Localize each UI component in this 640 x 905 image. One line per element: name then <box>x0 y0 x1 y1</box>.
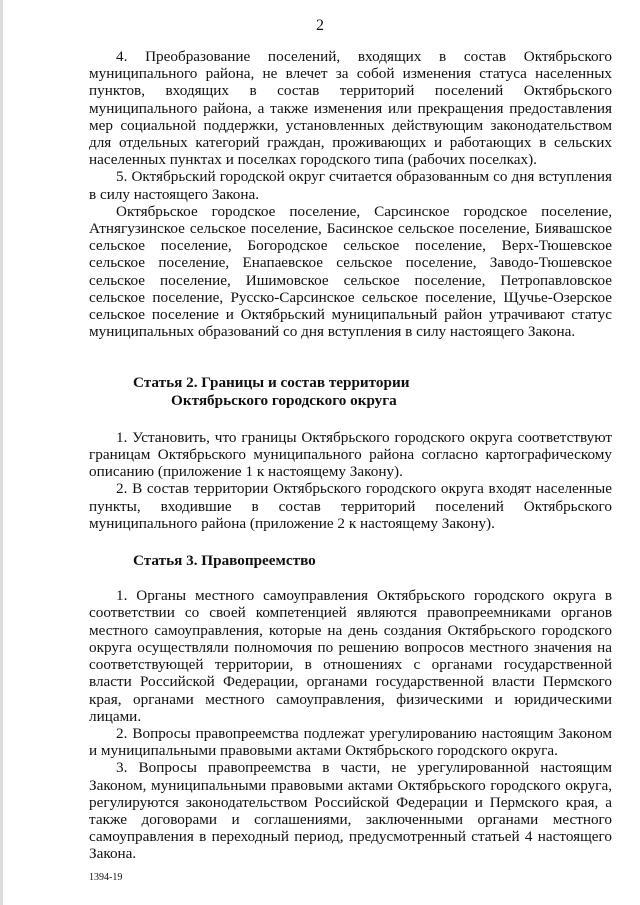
spacer <box>89 569 612 587</box>
paragraph: 1. Органы местного самоуправления Октябрьского городского округа в соответствии со своей компетенцией являются правопреемниками органов местного самоуправления, которые на день создания Октябрьского городского округа осуществляли полномочия по решению вопросов местного значения на соответствующей территории, в отношениях с органами государственной власти Российской Федерации, органами государственной власти Пермского края, органами местного самоуправления, физическими и юридическими лицами. <box>89 587 612 725</box>
spacer <box>89 409 612 429</box>
paragraph: 2. В состав территории Октябрьского городского округа входят населенные пункты, входившие в состав территорий поселений Октябрьского муниципального района (приложение 2 к настоящему Закону). <box>89 480 612 532</box>
article-2-title-line2: Октябрьского городского округа <box>171 391 397 409</box>
paragraph: 3. Вопросы правопреемства в части, не урегулированной настоящим Законом, муниципальными правовыми актами Октябрьского городского округа, регулируются законодательством Российской Федерации и Пермского края, а также договорами и соглашениями, заключенными органами местного самоуправления в переходный период, предусмотренный статьей 4 настоящего Закона. <box>89 759 612 863</box>
article-2-heading <box>89 374 612 408</box>
page-number: 2 <box>316 17 324 34</box>
paragraph: 4. Преобразование поселений, входящих в состав Октябрьского муниципального района, не влечет за собой изменения статуса населенных пунктов, входящих в состав территорий поселений Октябрьского муниципального района, а также изменения или прекращения предоставления мер социальной поддержки, установленных действующим законодательством для отдельных категорий граждан, проживающих и работающих в сельских населенных пунктах и поселках городского типа (рабочих поселках). <box>89 48 612 169</box>
document-body <box>89 48 612 863</box>
article-3-heading: Статья 3. Правопреемство <box>133 552 316 570</box>
paragraph: 1. Установить, что границы Октябрьского городского округа соответствуют границам Октябрьского муниципального района согласно картографическому описанию (приложение 1 к настоящему Закону). <box>89 428 612 481</box>
paragraph: Октябрьское городское поселение, Сарсинское городское поселение, Атнягузинское сельское поселение, Басинское сельское поселение, Биявашское сельское поселение, Богородское сельское поселение, Верх-Тюшевское сельское поселение, Енапаевское сельское поселение, Заводо-Тюшевское сельское поселение, Ишимовское сельское поселение, Петропавловское сельское поселение, Русско-Сарсинское сельское поселение, Щучье-Озерское сельское поселение и Октябрьский муниципальный район утрачивают статус муниципальных образований со дня вступления в силу настоящего Закона. <box>89 202 612 341</box>
spacer <box>89 532 612 552</box>
paragraph: 2. Вопросы правопреемства подлежат урегулированию настоящим Законом и муниципальными правовыми актами Октябрьского городского округа. <box>89 724 612 760</box>
scan-edge <box>0 0 3 905</box>
document-code: 1394-19 <box>89 872 123 883</box>
paragraph: 5. Октябрьский городской округ считается образованным со дня вступления в силу настоящего Закона. <box>89 168 612 203</box>
article-2-title-line1: Статья 2. Границы и состав территории <box>133 374 410 392</box>
